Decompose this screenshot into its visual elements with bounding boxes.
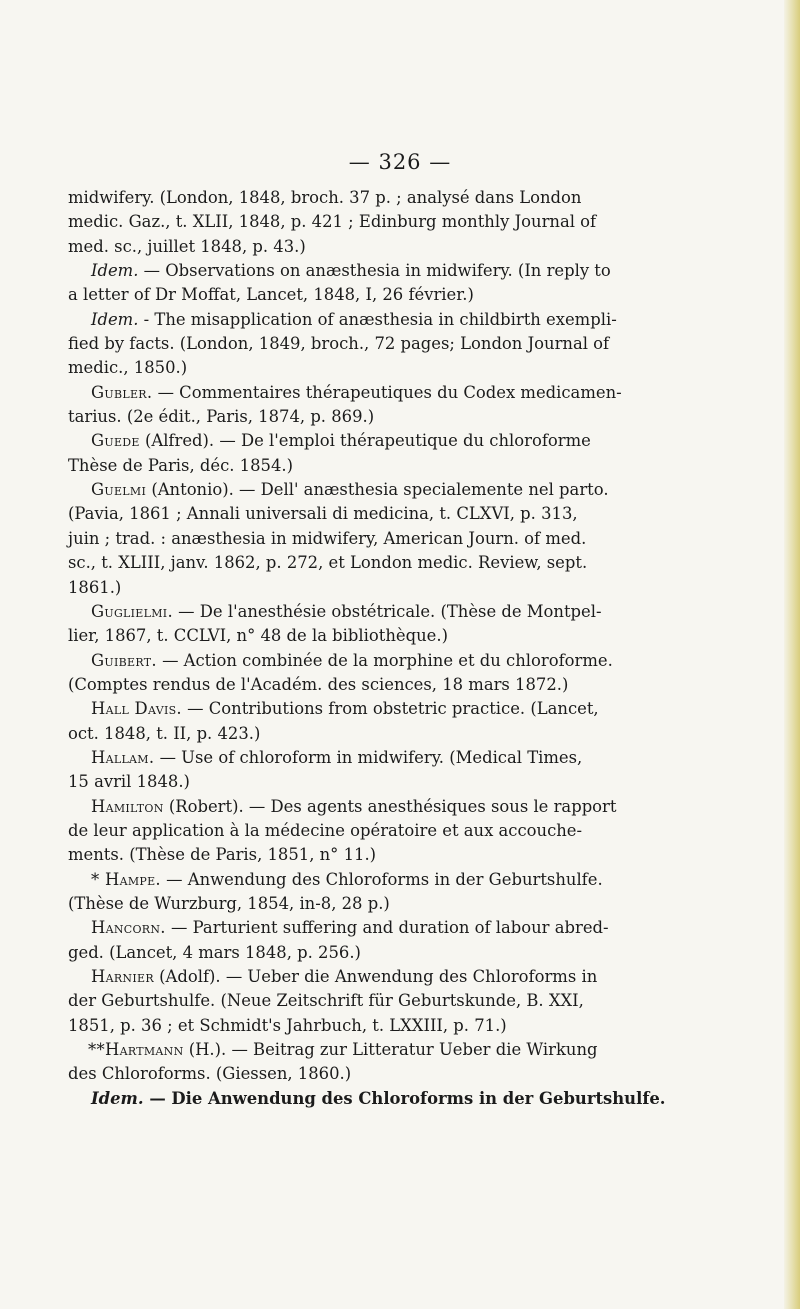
entry-first-line	[68, 308, 778, 332]
entry-author: Harnier	[91, 967, 154, 986]
entry-line: 1851, p. 36 ; et Schmidt's Jahrbuch, t. LXXIII, p. 71.)	[68, 1015, 507, 1035]
entry-line: (Pavia, 1861 ; Annali universali di medicina, t. CLXVI, p. 313,	[68, 504, 578, 524]
bibliography-text	[68, 186, 778, 1111]
entry	[68, 1087, 778, 1111]
entry-author: Hallam.	[91, 747, 155, 767]
entry	[68, 186, 778, 259]
entry-first-line	[68, 600, 778, 624]
entry-line: (Robert). — Des agents anesthésiques sous le rapport	[163, 796, 617, 816]
entry-line: (Alfred). — De l'emploi thérapeutique du chloroforme	[139, 431, 591, 451]
entry	[68, 868, 778, 917]
entry-line: juin ; trad. : anæsthesia in midwifery, American Journ. of med.	[68, 528, 587, 548]
entry-author: Guglielmi.	[91, 601, 173, 621]
entry-first-line	[68, 1087, 778, 1111]
entry-line: med. sc., juillet 1848, p. 43.)	[68, 236, 306, 256]
entry	[68, 697, 778, 746]
entry-first-line	[68, 795, 778, 819]
entry-line: 15 avril 1848.)	[68, 772, 190, 792]
entry-line: tarius. (2e édit., Paris, 1874, p. 869.)	[68, 407, 375, 427]
entry-line: (H.). — Beitrag zur Litteratur Ueber die Wirkung	[183, 1040, 598, 1060]
entry-line: midwifery. (London, 1848, broch. 37 p. ; analysé dans London	[68, 188, 582, 207]
entry-line: a letter of Dr Moffat, Lancet, 1848, I, 26 février.)	[68, 285, 474, 305]
entry-line: der Geburtshulfe. (Neue Zeitschrift für Geburtskunde, B. XXI,	[68, 991, 584, 1011]
entry-first-line	[68, 478, 778, 502]
entry-line: ments. (Thèse de Paris, 1851, n° 11.)	[68, 845, 377, 865]
entry-author: Idem.	[91, 261, 139, 281]
entry-line: (Comptes rendus de l'Académ. des sciences, 18 mars 1872.)	[68, 674, 569, 694]
entry-author: * Hampe.	[91, 869, 161, 889]
entry	[68, 259, 778, 308]
entry	[68, 1038, 778, 1087]
page-edge	[784, 0, 800, 1309]
entry	[68, 308, 778, 381]
entry-first-line	[68, 965, 778, 989]
entry-line: medic., 1850.)	[68, 358, 188, 378]
entry-line: de leur application à la médecine opératoire et aux accouche-	[68, 820, 583, 840]
entry	[68, 381, 778, 430]
entry-line: — Die Anwendung des Chloroforms in der Geburtshulfe.	[143, 1088, 666, 1108]
entry-first-line	[68, 649, 778, 673]
entry-line: - The misapplication of anæsthesia in childbirth exempli-	[138, 309, 617, 329]
entry	[68, 649, 778, 698]
entry-line: oct. 1848, t. II, p. 423.)	[68, 723, 261, 743]
entry-first-line	[68, 868, 778, 892]
entry-line: — Action combinée de la morphine et du chloroforme.	[156, 650, 613, 670]
entry-author: Guelmi	[91, 480, 147, 500]
entry-line: (Antonio). — Dell' anæsthesia specialemente nel parto.	[146, 480, 609, 500]
entry-author: Hancorn.	[91, 918, 166, 938]
entry	[68, 478, 778, 600]
entry-line: — Anwendung des Chloroforms in der Geburtshulfe.	[160, 869, 603, 889]
entry-author: Guibert.	[91, 650, 157, 670]
entry-author: Idem.	[91, 309, 139, 329]
entry-line: — Contributions from obstetric practice. (Lancet,	[181, 699, 599, 719]
entry-author: **Hartmann	[88, 1040, 184, 1060]
entry-line: fied by facts. (London, 1849, broch., 72 pages; London Journal of	[68, 334, 610, 354]
entry-line: (Thèse de Wurzburg, 1854, in-8, 28 p.)	[68, 893, 390, 913]
entry-line: medic. Gaz., t. XLII, 1848, p. 421 ; Edinburg monthly Journal of	[68, 212, 597, 232]
entry-first-line	[68, 916, 778, 940]
entry-line: Thèse de Paris, déc. 1854.)	[68, 455, 293, 475]
entry	[68, 600, 778, 649]
entry-author: Hall Davis.	[91, 699, 182, 719]
entry	[68, 429, 778, 478]
entry-first-line	[68, 429, 778, 453]
entry-first-line	[68, 259, 778, 283]
entry-line: lier, 1867, t. CCLVI, n° 48 de la bibliothèque.)	[68, 626, 448, 646]
entry-line: — Commentaires thérapeutiques du Codex medicamen-	[152, 382, 622, 402]
entry-line: — De l'anesthésie obstétricale. (Thèse de Montpel-	[172, 601, 602, 621]
entry-first-line	[68, 746, 778, 770]
entry-line: 1861.)	[68, 577, 122, 597]
page-number: — 326 —	[348, 150, 452, 174]
entry	[68, 795, 778, 868]
entry-first-line	[68, 697, 778, 721]
entry-line: — Observations on anæsthesia in midwifery. (In reply to	[138, 261, 611, 281]
entry	[68, 965, 778, 1038]
entry-line: — Parturient suffering and duration of labour abred-	[165, 918, 609, 938]
entry-first-line	[68, 381, 778, 405]
entry-line: des Chloroforms. (Giessen, 1860.)	[68, 1064, 352, 1084]
entry-line: (Adolf). — Ueber die Anwendung des Chloroforms in	[153, 967, 598, 986]
entry	[68, 746, 778, 795]
entry-author: Guede	[91, 431, 140, 451]
entry-first-line	[68, 1038, 778, 1062]
entry-line: — Use of chloroform in midwifery. (Medical Times,	[154, 747, 583, 767]
entry-author: Idem.	[91, 1088, 144, 1108]
entry	[68, 916, 778, 965]
entry-line: sc., t. XLIII, janv. 1862, p. 272, et London medic. Review, sept.	[68, 553, 588, 573]
entry-author: Hamilton	[91, 796, 164, 816]
entry-author: Gubler.	[91, 382, 153, 402]
entry-line: ged. (Lancet, 4 mars 1848, p. 256.)	[68, 942, 361, 962]
